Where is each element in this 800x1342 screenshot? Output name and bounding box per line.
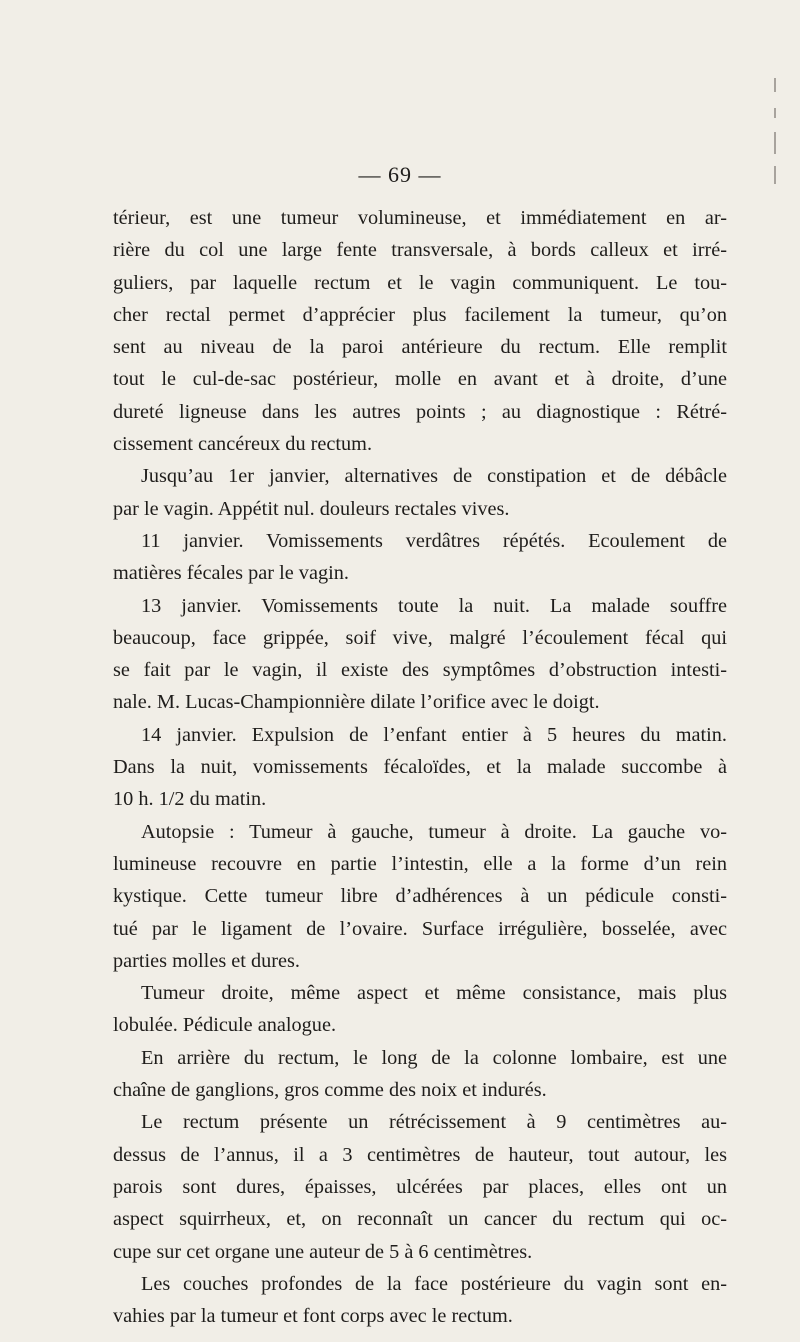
text-line: cissement cancéreux du rectum. (113, 433, 373, 456)
text-line: Jusqu’au 1er janvier, alternatives de constipation et de débâcle (141, 465, 727, 488)
text-line: lumineuse recouvre en partie l’intestin, elle a la forme d’un rein (113, 852, 727, 875)
text-line: rière du col une large fente transversale, à bords calleux et irré- (113, 239, 727, 262)
text-line: Dans la nuit, vomissements fécaloïdes, et la malade succombe à (113, 756, 727, 779)
text-line: parois sont dures, épaisses, ulcérées par places, elles ont un (113, 1175, 727, 1198)
text-line: 10 h. 1/2 du matin. (113, 788, 267, 811)
text-line: kystique. Cette tumeur libre d’adhérences à un pédicule consti- (113, 885, 727, 908)
text-line: 11 janvier. Vomissements verdâtres répétés. Ecoulement de (141, 529, 727, 552)
text-line: nale. M. Lucas-Championnière dilate l’orifice avec le doigt. (113, 691, 600, 714)
page-number: — 69 — (358, 162, 442, 187)
text-line: cher rectal permet d’apprécier plus facilement la tumeur, qu’on (113, 303, 727, 326)
text-line: Autopsie : Tumeur à gauche, tumeur à droite. La gauche vo- (141, 820, 727, 843)
text-line: guliers, par laquelle rectum et le vagin communiquent. Le tou- (113, 271, 727, 294)
text-line: dessus de l’annus, il a 3 centimètres de hauteur, tout autour, les (113, 1143, 727, 1166)
text-line: cupe sur cet organe une auteur de 5 à 6 centimètres. (113, 1240, 533, 1263)
text-line: En arrière du rectum, le long de la colonne lombaire, est une (141, 1046, 727, 1069)
text-line: 13 janvier. Vomissements toute la nuit. La malade souffre (141, 594, 727, 617)
text-line: vahies par la tumeur et font corps avec le rectum. (113, 1305, 513, 1328)
text-line: 14 janvier. Expulsion de l’enfant entier à 5 heures du matin. (141, 723, 727, 746)
text-line: tout le cul-de-sac postérieur, molle en avant et à droite, d’une (113, 368, 727, 391)
text-line: aspect squirrheux, et, on reconnaît un cancer du rectum qui oc- (113, 1208, 727, 1231)
text-line: tué par le ligament de l’ovaire. Surface irrégulière, bosselée, avec (113, 917, 727, 940)
text-line: parties molles et dures. (113, 949, 300, 972)
text-line: sent au niveau de la paroi antérieure du rectum. Elle remplit (113, 336, 727, 359)
text-line: térieur, est une tumeur volumineuse, et immédiatement en ar- (113, 207, 727, 229)
text-line: matières fécales par le vagin. (113, 562, 349, 585)
text-line: dureté ligneuse dans les autres points ; au diagnostique : Rétré- (113, 400, 727, 423)
text-line: par le vagin. Appétit nul. douleurs rectales vives. (113, 497, 510, 520)
text-line: Les couches profondes de la face postérieure du vagin sont en- (141, 1272, 727, 1295)
text-line: Tumeur droite, même aspect et même consistance, mais plus (141, 982, 727, 1005)
text-line: se fait par le vagin, il existe des symptômes d’obstruction intesti- (113, 659, 727, 682)
text-line: beaucoup, face grippée, soif vive, malgré l’écoulement fécal qui (113, 626, 727, 649)
text-line: lobulée. Pédicule analogue. (113, 1014, 337, 1037)
text-line: Le rectum présente un rétrécissement à 9 centimètres au- (141, 1111, 727, 1134)
text-line: chaîne de ganglions, gros comme des noix et indurés. (113, 1079, 547, 1102)
body-text (113, 202, 727, 1332)
